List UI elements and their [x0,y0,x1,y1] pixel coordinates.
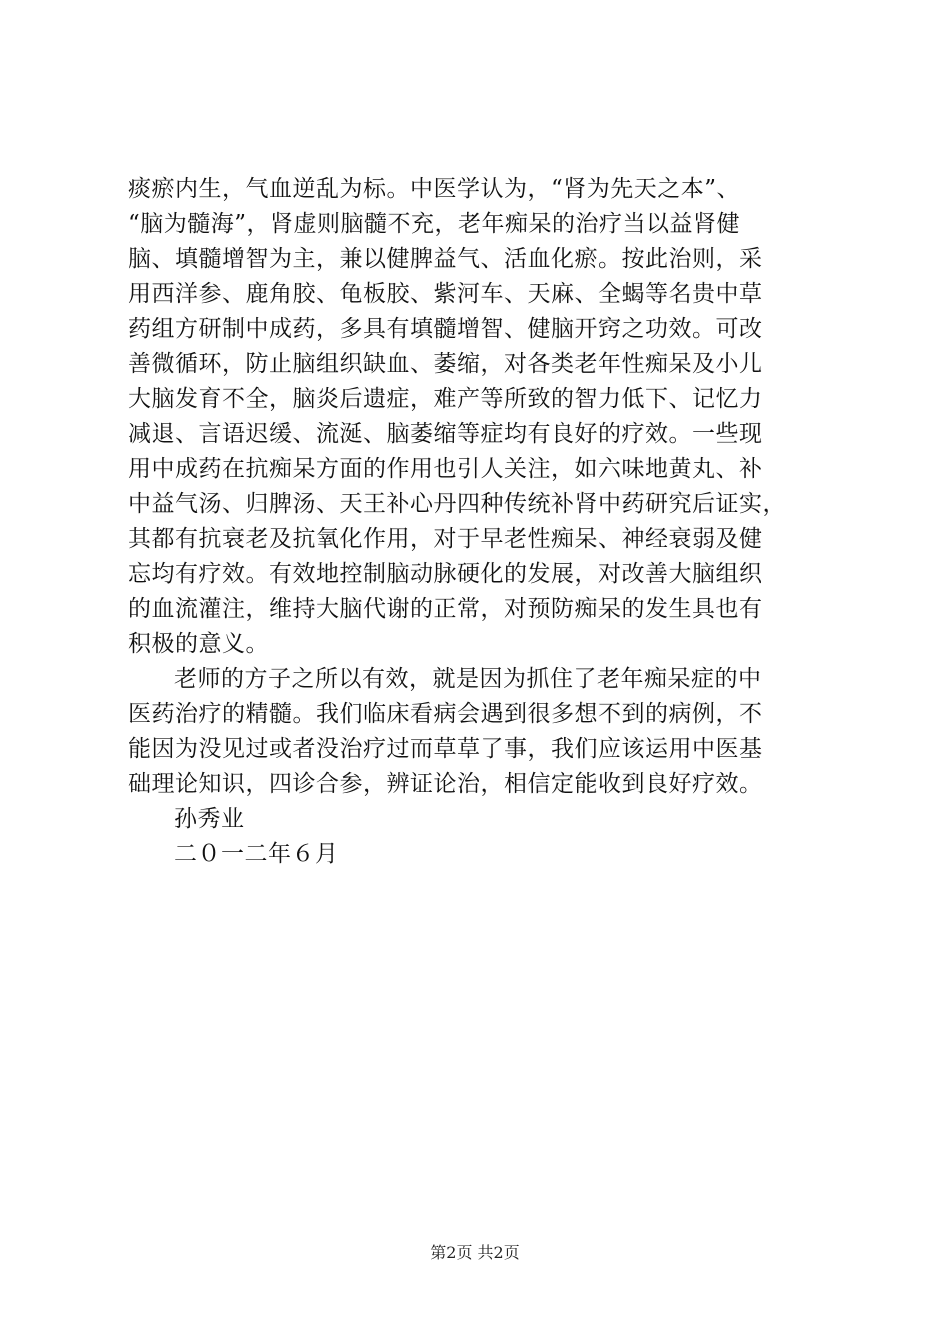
text-line: 能因为没见过或者没治疗过而草草了事，我们应该运用中医基 [128,736,763,762]
author-name: 孙秀业 [174,806,245,832]
text-line: 的血流灌注，维持大脑代谢的正常，对预防痴呆的发生具也有 [128,596,763,622]
text-line: 药组方研制中成药，多具有填髓增智、健脑开窍之功效。可改 [128,316,763,342]
document-body [128,172,828,872]
text-line: 善微循环，防止脑组织缺血、萎缩，对各类老年性痴呆及小儿 [128,351,763,377]
text-line: 减退、言语迟缓、流涎、脑萎缩等症均有良好的疗效。一些现 [128,421,763,447]
text-line: 其都有抗衰老及抗氧化作用，对于早老性痴呆、神经衰弱及健 [128,526,763,552]
text-line: 用中成药在抗痴呆方面的作用也引人关注，如六味地黄丸、补 [128,456,763,482]
text-line: 用西洋参、鹿角胶、龟板胶、紫河车、天麻、全蝎等名贵中草 [128,281,763,307]
text-line: 忘均有疗效。有效地控制脑动脉硬化的发展，对改善大脑组织 [128,561,763,587]
page-footer [0,1243,950,1263]
text-line: 脑、填髓增智为主，兼以健脾益气、活血化瘀。按此治则，采 [128,246,763,272]
document-date: 二０一二年６月 [174,841,339,867]
text-line: 医药治疗的精髓。我们临床看病会遇到很多想不到的病例，不 [128,701,763,727]
text-line: 础理论知识，四诊合参，辨证论治，相信定能收到良好疗效。 [128,771,763,797]
paragraph-start-line: 老师的方子之所以有效，就是因为抓住了老年痴呆症的中 [174,666,762,692]
text-line: 痰瘀内生，气血逆乱为标。中医学认为，“肾为先天之本”、 [128,176,741,202]
text-line: 中益气汤、归脾汤、天王补心丹四种传统补肾中药研究后证实， [128,491,786,517]
text-line: 大脑发育不全，脑炎后遗症，难产等所致的智力低下、记忆力 [128,386,763,412]
text-line: 积极的意义。 [128,631,269,657]
page-number-label: 第2页 共2页 [430,1243,520,1262]
text-line: “脑为髓海”，肾虚则脑髓不充，老年痴呆的治疗当以益肾健 [128,211,741,237]
